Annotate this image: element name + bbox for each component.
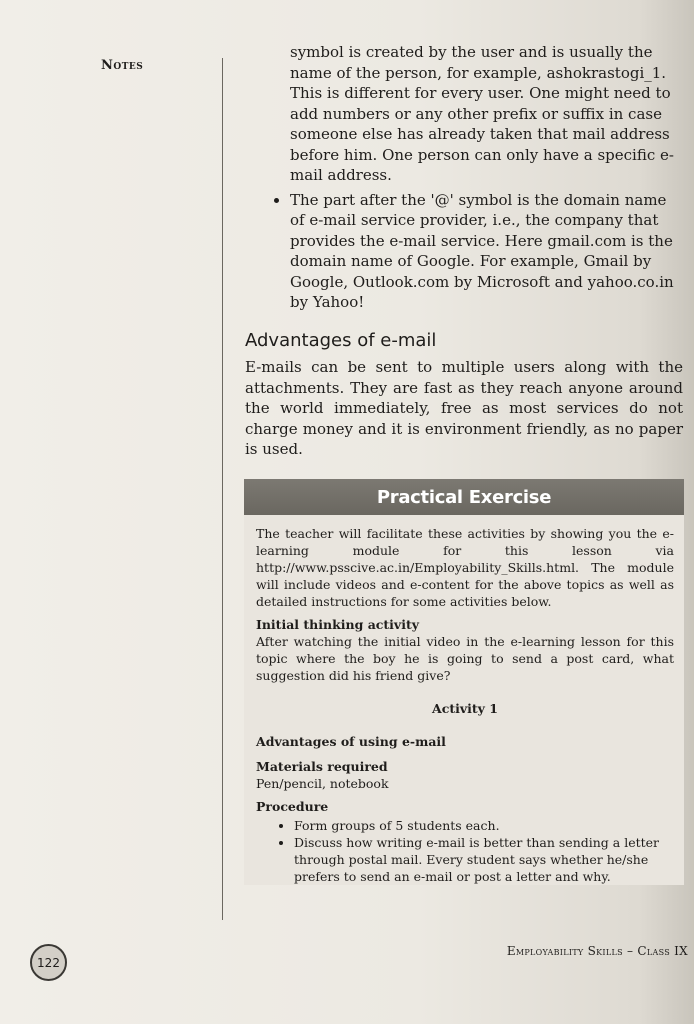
- procedure-step: • Form groups of 5 students each.: [294, 817, 674, 834]
- materials-text: Pen/pencil, notebook: [256, 776, 389, 791]
- continued-paragraph: symbol is created by the user and is usually the name of the person, for example, ashokrastogi_1. This is different for every user. One might need to add numbers or any other prefix or suffix in case someone else has already taken that mail address before him. One person can only have a specific e-mail address.: [290, 43, 674, 184]
- procedure-heading: Procedure: [256, 799, 329, 814]
- banner-title: Practical Exercise: [376, 486, 552, 508]
- exercise-intro: The teacher will facilitate these activities by showing you the e-learning module for this lesson via http://www.psscive.ac.in/Employability_Skills.html. The module will include videos and e-content for the above topics as well as detailed instructions for some activities below.: [256, 526, 674, 609]
- activity-title: Activity 1: [432, 701, 498, 716]
- practical-exercise-banner: [244, 479, 684, 515]
- materials-heading: Materials required: [256, 759, 388, 774]
- initial-activity-text: After watching the initial video in the e-learning lesson for this topic where the boy he is going to send a post card, what suggestion did his friend give?: [256, 634, 674, 683]
- notes-margin-label: Notes: [101, 58, 144, 73]
- margin-rule: [222, 58, 223, 920]
- activity-name: Advantages of using e-mail: [256, 734, 446, 749]
- running-footer: Employability Skills – Class IX: [506, 944, 688, 958]
- procedure-step: • Discuss how writing e-mail is better than sending a letter through postal mail. Every student says whether he/she prefers to send an e-mail or post a letter and why.: [294, 834, 674, 885]
- domain-bullet-list: [245, 190, 683, 313]
- exercise-body: [244, 515, 684, 885]
- advantages-paragraph: E-mails can be sent to multiple users along with the attachments. They are fast as they reach anyone around the world immediately, free as most services do not charge money and it is environment friendly, as no paper is used.: [245, 358, 683, 458]
- page-number: 122: [37, 955, 60, 970]
- page-number-badge: [30, 944, 67, 981]
- main-content: [245, 42, 683, 460]
- bullet-item: • The part after the '@' symbol is the domain name of e-mail service provider, i.e., the company that provides the e-mail service. Here gmail.com is the domain name of Google. For example, Gmail by Google, Outlook.com by Microsoft and yahoo.co.in by Yahoo!: [290, 190, 683, 313]
- practical-exercise-box: [244, 479, 684, 885]
- advantages-heading: Advantages of e-mail: [245, 329, 437, 351]
- initial-activity-heading: Initial thinking activity: [256, 617, 419, 632]
- procedure-list: [256, 817, 674, 885]
